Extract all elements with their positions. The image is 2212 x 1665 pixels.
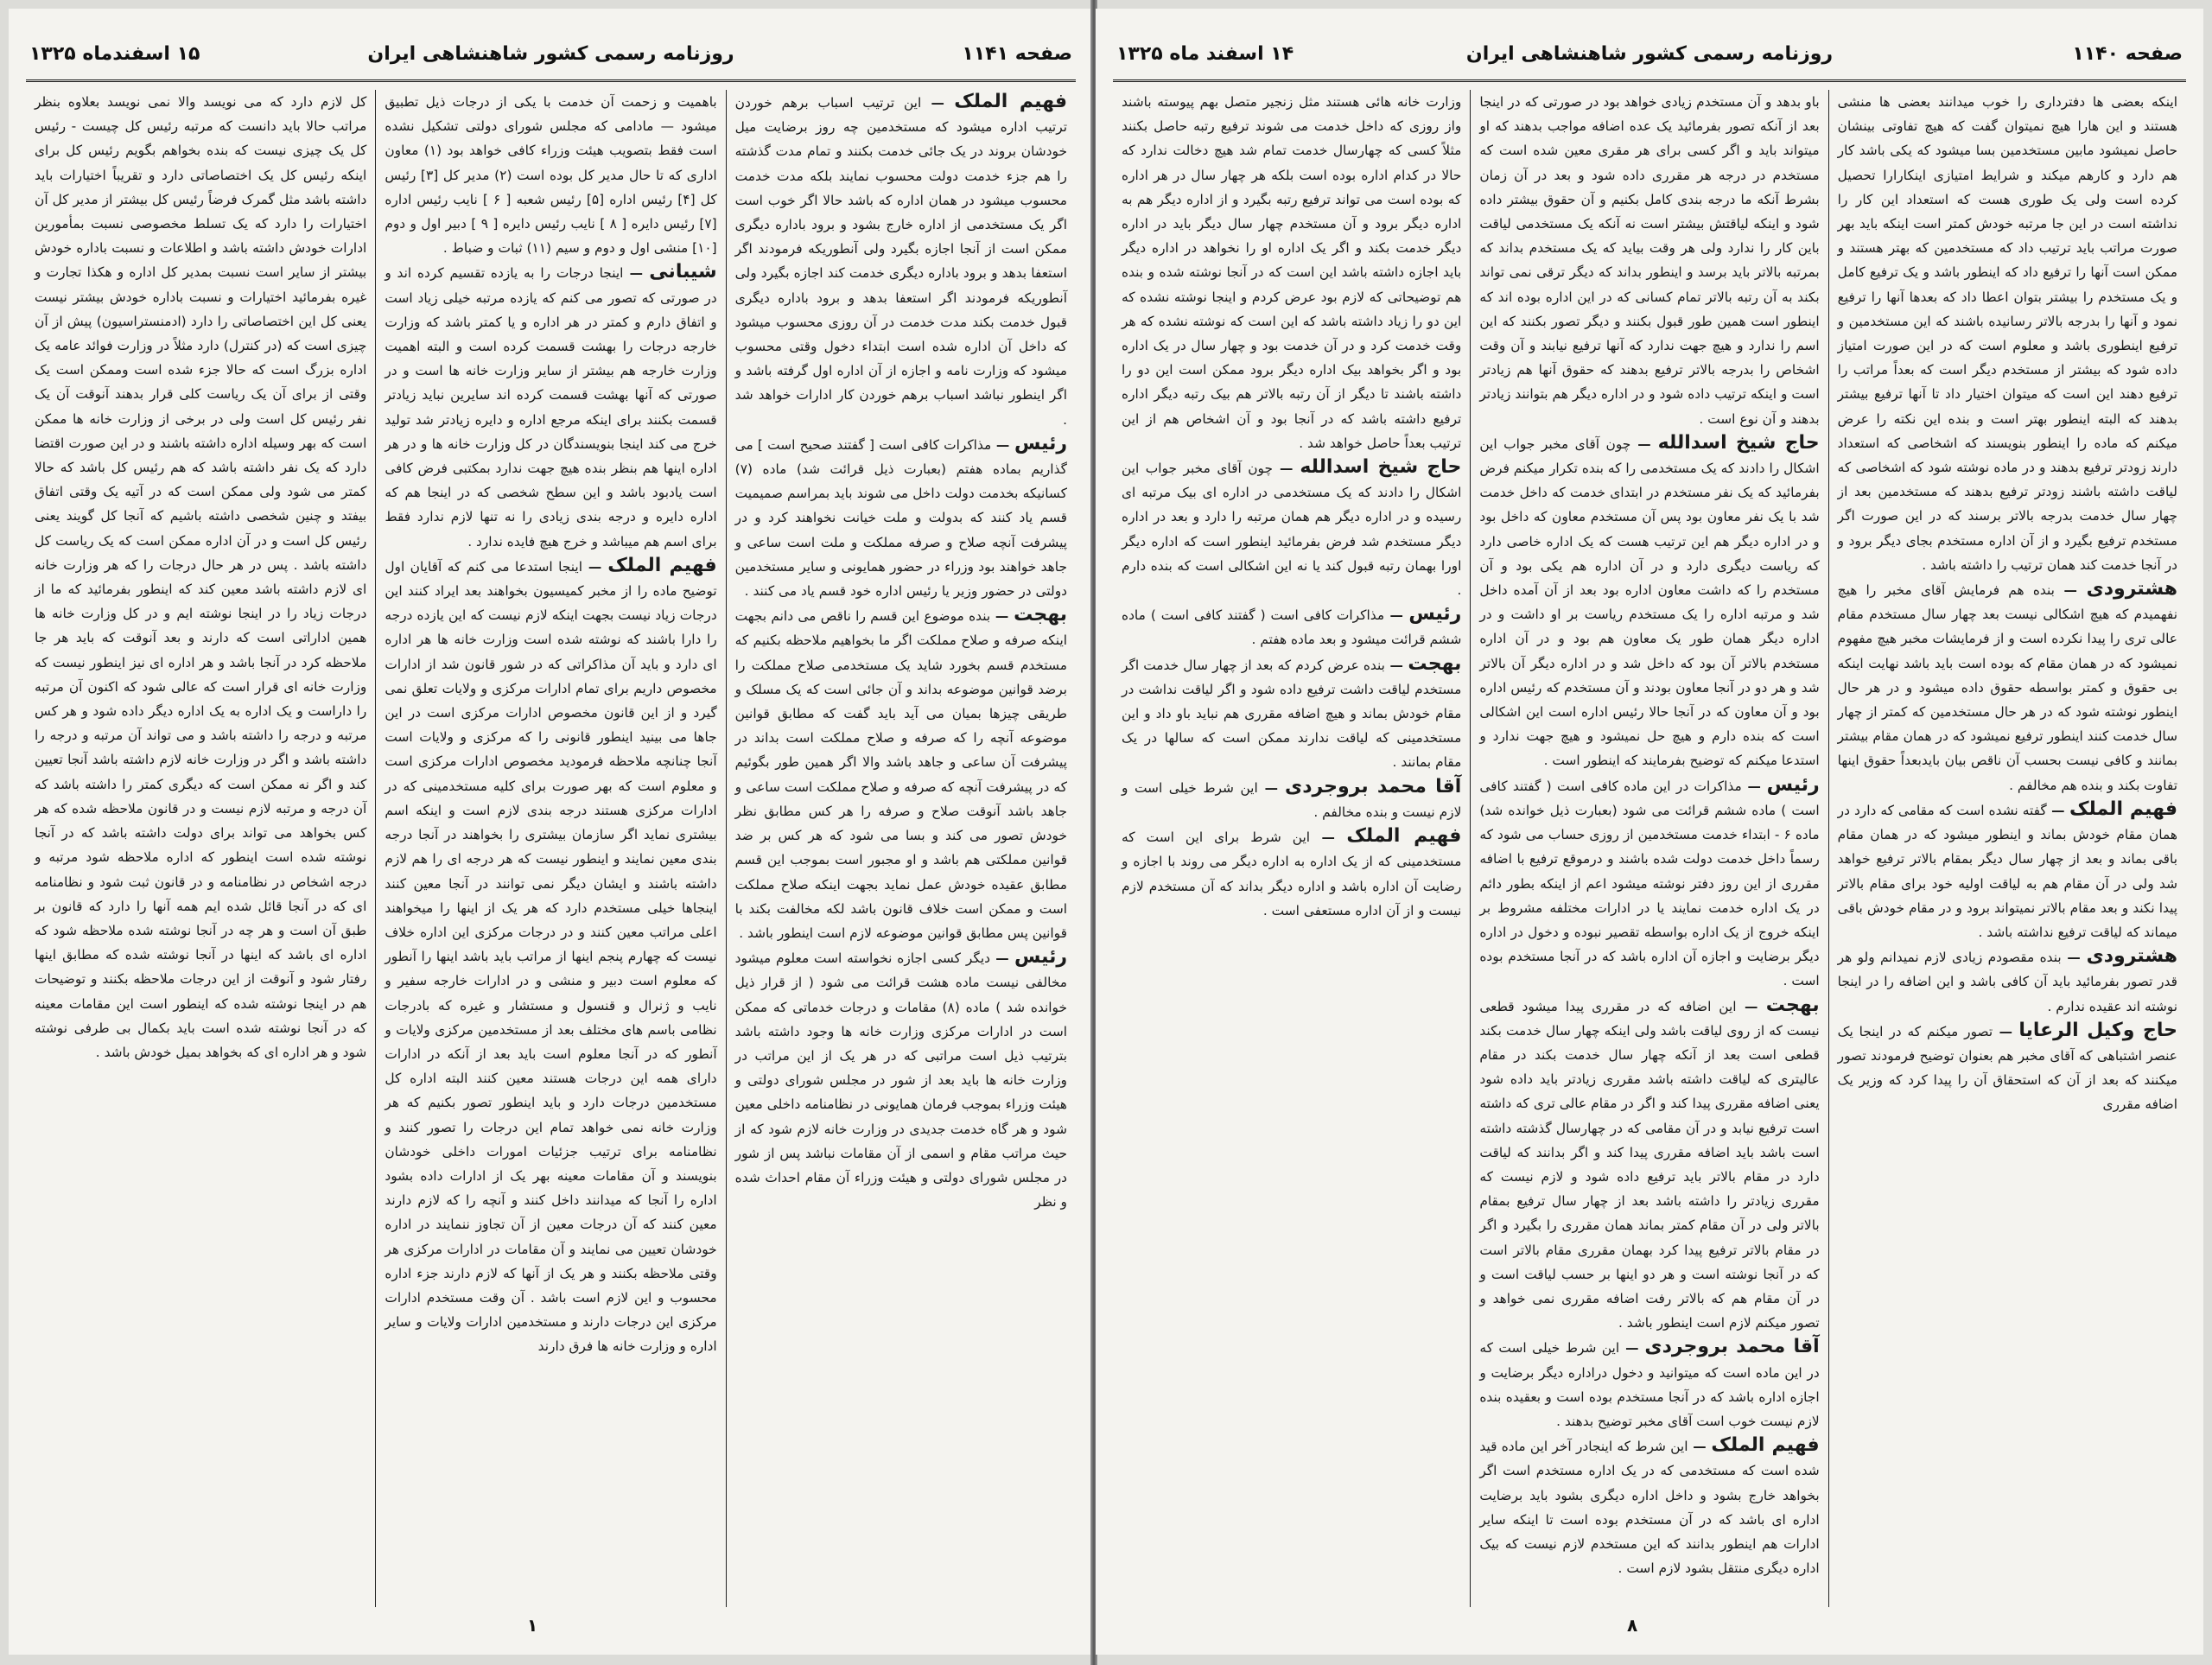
paragraph <box>735 603 1067 945</box>
separator: — <box>1688 1439 1712 1455</box>
paragraph <box>1838 90 2177 577</box>
paragraph <box>735 432 1067 603</box>
paragraph-text: بنده موضوع این قسم را ناقص می دانم بجهت اینکه صرفه و صلاح مملکت اگر ما بخواهیم ملاحظه بکنیم که مستخدم قسم بخورد شاید یک مستخدمی صلاح مملکت را برضد قوانین موضوعه بداند و آن جائی است که یک مسلک و طریقی چیزها بمیان می آید باید گفت که مطابق قوانین موضوعه آنچه را که صرفه و صلاح مملکت است بداند در پیشرفت آن ساعی و جاهد باشد والا اگر همین طور بگوئیم که در پیشرفت آنچه که صرفه و صلاح مملکت است ساعی و جاهد باشد آنوقت صلاح و صرفه را هر کس مطابق نظر خودش تصور می کند و بسا می شود که هر کس بر ضد قوانین مملکتی هم باشد و او مجبور است بموجب این قسم مطابق عقیده خودش عمل نماید بجهت اینکه صلاح مملکت است و ممکن است خلاف قانون باشد لکه مخالفت بکند با قوانین پس مطابق قوانین موضوعه لازم است اینطور باشد . <box>734 608 1067 941</box>
paragraph <box>1122 775 1461 824</box>
paragraph-text: بنده هم فرمایش آقای مخبر را هیچ نفهمیدم که هیچ اشکالی نیست بعد چهار سال مستخدم مقام عالی تری را پیدا نکرده است و از فرمایشات مخبر هیچ مفهوم نمیشود که در همان مقام که بوده است باید باشد نهایت اینکه بی حقوق و کمتر بواسطه حقوق داده میشود و در هر حال اینطور نوشته شود که در هر حال مستخدمین که کمتر از چهار سال خدمت کنند اینطور ترفیع نمیشود که در همان مقام بیشتر بمانند و کافی نیست بحسب آن ناقص بیان بایدبعداً حقوق اینها تفاوت بکند و بنده هم مخالفم . <box>1837 582 2177 793</box>
separator: — <box>1273 461 1300 477</box>
separator: — <box>1741 778 1767 794</box>
separator: — <box>1257 779 1286 796</box>
speaker-name: رئیس <box>1408 603 1462 626</box>
paragraph <box>735 90 1067 432</box>
paragraph-text: اینجا استدعا می کنم که آقایان اول توضیح ماده را از مخبر کمیسیون بخواهند بعد ایراد کنند این درجات زیاد نیست بجهت اینکه لازم نیست که این یازده درجه را دارا باشند که نوشته شده است وزارت خانه ها هر اداره ای دارد و باید آن مذاکراتی که در شور قانون شد از ادارات مخصوص داریم برای تمام ادارات مرکزی و ولایات تعلق نمی گیرد و از این قانون مخصوص ادارات مرکزی است در این جاها می بینید اینطور قانونی را که مرکزی و ولایات است آنجا چنانچه ملاحظه فرمودید مخصوص ادارات مرکزی است و معلوم است که بهر صورت برای کلیه مستخدمینی که در ادارات مرکزی هستند درجه بندی لازم است و اینکه اسم بیشتری نماید اگر سازمان بیشتری را بخواهند در آنجا درجه بندی معین نمایند و اینطور نیست که هر درجه ای را هم لازم داشته باشند و ایشان دیگر نمی توانند در آنجا معین کنند اینجاها خیلی مستخدم دارد که هر یک از اینها را میخواهند اعلی مراتب معین کنند و در درجات مرکزی این اداره خلاف نیست که چهارم پنجم اینها از مراتب باید باشد اینها را آنطور که معلوم است دبیر و منشی و در ادارات خارجه سفیر و نایب و ژنرال و قنسول و مستشار و غیره که بادرجات نظامی باسم های مختلف بعد از مستخدمین مرکزی ولایات و آنطور که در آنجا معلوم است باید بعد از آنکه در ادارات دارای همه این درجات هستند معین کنند البته اداره کل مستخدمین درجات دارد و باید اینطور تصور بکنیم که هر وزارت خانه نمی خواهد تمام این درجات را تصور کنند و نظامنامه برای ترتیب جزئیات امورات داخلی خودشان بنویسند و آن مقامات معینه بهر یک از ادارات داده بشود اداره را آنجا که میدانند داخل کنند و آنچه را که لازم دارند معین کنند که آن درجات معین از آن تجاوز ننمایند در اداره خودشان تعیین می نمایند و آن مقامات در ادارات مرکزی هر وقتی ملاحظه بکنند و هر یک از آنها که لازم دارند جزء اداره محسوب و این لازم است باشد . آن وقت مستخدم ادارات مرکزی این درجات دارند و مستخدمین ادارات ولایات و سایر اداره و وزارت خانه ها فرق دارند <box>385 558 717 1355</box>
paragraph <box>1479 1335 1819 1433</box>
column <box>26 90 376 1607</box>
page-number-label: صفحه ۱۱۴۰ <box>2072 43 2183 65</box>
speaker-name: رئیس <box>1014 946 1068 969</box>
paragraph-text: این شرط خیلی است که در این ماده است که میتوانید و دخول دراداره دیگر برضایت و اجازه اداره باشد که در آنجا مستخدم بوده است و بعقیده بنده لازم نیست خوب است آقای مخبر توضیح بدهند . <box>1479 1340 1820 1429</box>
right-page <box>1096 9 2203 1655</box>
paragraph-text: مذاکرات کافی است [ گفتند صحیح است ] می گذاریم بماده هفتم (بعبارت ذیل قرائت شد) ماده (۷) کسانیکه بخدمت دولت داخل می شوند باید بمراسم صمیمیت قسم یاد کنند که بدولت و ملت خیانت نخواهند کرد و در پیشرفت آنچه صلاح و صرفه مملکت و ملت است ساعی و جاهد خواهند بود وزراء در حضور همایونی و سایر مستخدمین دولتی در حضور وزیر یا رئیس اداره خود قسم یاد می کنند . <box>734 436 1067 600</box>
issue-date: ۱۴ اسفند ماه ۱۳۲۵ <box>1116 43 1294 65</box>
separator: — <box>1384 607 1409 624</box>
paragraph-text: این ترتیب اسباب برهم خوردن ترتیب اداره میشود که مستخدمین چه روز برضایت میل خودشان بروند در یک جائی خدمت بکنند و تمام مدت گذشته را هم جزء خدمت دولت محسوب نمایند بلکه مدت خدمت محسوب میشود در همان اداره که باشد حالا اگر خوب است اگر یک مستخدمی از اداره خارج بشود و برود باداره دیگری ممکن است از آنجا اجازه بگیرد ولی آنطوریکه فرمودند اگر استعفا بدهد و برود باداره دیگری خدمت کند اجازه بگیرد ولی آنطوریکه فرمودند اگر استعفا بدهد و برود باداره دیگری قبول خدمت بکند مدت خدمت در آن روزی محسوب میشود که داخل آن اداره شده است ابتداء دخول وقتی محسوب میشود که وزارت نامه و اجازه از آن اداره اول گرفته باشد و اگر اینطور نباشد اسباب برهم خوردن کار ادارات خواهد شد . <box>734 95 1067 428</box>
page-header <box>1113 36 2186 82</box>
paragraph <box>385 260 716 553</box>
separator: — <box>2054 582 2087 599</box>
separator: — <box>921 95 955 111</box>
paragraph-text: این اضافه که در مقرری پیدا میشود قطعی نیست که از روی لیاقت باشد ولی اینکه چهار سال خدمت بکند قطعی است بعد از آنکه چهار سال خدمت بکند در مقام عالیتری که لیاقت داشته باشد مقرری زیادتر باید داده شود یعنی اضافه مقرری پیدا کند و اگر در مقام عالی تری که داشته است ترفیع نیابد و در آن مقامی که در چهارسال گذشته داشته است باشد باید اضافه مقرری پیدا کند و اگر بدانند که لیاقت دارد در مقام بالاتر باید ترفیع داده شود و لازم نیست که مقرری زیادتر را داشته باشد بعد از چهار سال ترفیع بمقام بالاتر ولی در آن مقام کمتر بماند همان مقرری را بگیرد و اگر در مقام بالاتر ترفیع پیدا کرد بهمان مقرری مقام بالاتر است که در آنجا نوشته است و هر دو اینها بر حسب لیاقت است و در آن مقام هم که بالاتر رفت اضافه مقرری نمی خواهد و تصور میکنم لازم است اینطور باشد . <box>1479 998 1820 1331</box>
column <box>1471 90 1828 1607</box>
paragraph <box>1838 1019 2177 1117</box>
text-columns <box>26 90 1076 1607</box>
paragraph <box>35 90 366 1064</box>
paragraph-text: اینکه بعضی ها دفترداری را خوب میدانند بعضی ها منشی هستند و این هارا هیچ نمیتوان گفت که هیچ تفاوتی بینشان حاصل نمیشود مابین مستخدمین بسا میشود که یکی باشد کار هم دارد و کارهم میکند و شرایط امتیازی اینکارارا تحصیل کرده است ولی یک طوری هست که استعداد این کار را نداشته است در این جا مرتبه خودش کمتر است اینکه باید بهر صورت مراتب باید ترتیب داد که مستخدمین که بهتر هستند و ممکن است آنها را ترفیع داد که اینطور باشد و یک ترفیع کامل و یک مستخدم را بیشتر بتوان اعطا داد که بعدها آنها را ترفیع نمود و آنها را بدرجه بالاتر رسانیده باشند که این مستخدمین و ترفیع اینطوری باشد و معلوم است که در این صورت امتیاز داده شود که بیشتر از مستخدم دیگر است که بعداً مراتب را ترفیع دهند این است که میتوان اختیار داد تا آنها ترفیع بیشتر بدهند که البته اینطور بهتر است و بنده این نکته را عرض میکنم که ماده را اینطور بنویسند که اشخاصی که استعداد دارند زودتر ترفیع بدهند و در ماده نوشته شود که اشخاصی که لیاقت داشته باشند زودتر ترفیع بدهند که مستخدمین بعد از چهار سال خدمت بدرجه بالاتر برسند که در این صورت اگر مستخدم ترفیع بگیرد و از آن اداره مستخدم بجای دیگر برود و در آنجا خدمت کند همان ترتیب را داشته باشد . <box>1837 94 2177 573</box>
issue-date: ۱۵ اسفندماه ۱۳۲۵ <box>29 43 200 65</box>
separator: — <box>2046 802 2070 818</box>
paragraph-text: اینجا درجات را به یازده تقسیم کرده اند و در صورتی که تصور می کنم که یازده مرتبه خیلی زیاد است و اتفاق دارم و کمتر در هر اداره و یا کمتر باشد که وزارت خارجه درجات را بهشت قسمت کرده است و البته اهمیت وزارت خارجه هم بیشتر از سایر وزارت خانه ها است و در صورتی که آنها بهشت قسمت کرده اند سایرین نباید زیادتر قسمت بکنند برای اینکه مرجع اداره و دایره زیادتر شد تولید خرج می کند اینجا بنویسندگان در کل وزارت خانه ها و در هر اداره اینها هم بنظر بنده هیچ جهت ندارد بمکتبی فرض کافی است یادبود باشد و این سطح شخصی که در اینجا هم که اداره دایره و درجه بندی زیادی را نه تنها لازم ندارد فقط برای اسم هم میباشد و خرج هیچ فایده ندارد . <box>385 265 717 550</box>
paragraph-text: باو بدهد و آن مستخدم زیادی خواهد بود در صورتی که در اینجا بعد از آنکه تصور بفرمائید یک عده اضافه مواجب بدهند که او میتواند باید و اگر کسی برای هر مقری معین شده است که مستخدم در درجه هر مقرری داده شود و بعد در آن زمان بشرط آنکه ما درجه بندی کامل بکنیم و آن حقوق بیشتر داده شود و اینکه لیاقتش بیشتر است نه آنکه یک مستخدمی لیاقت باین کار را ندارد ولی هر وقت بیاید که یک مستخدم بداند که بمرتبه بالاتر باید برسد و اینطور بداند که دیگر ترقی نمی تواند بکند به آن رتبه بالاتر تمام کسانی که در این اداره بوده اند که اینطور است همین طور قبول بکنند و دیگر تصور بکنند که این اسم را ندارد و هیچ جهت ندارد که آنها ترفیع نیابند و آن وقت اشخاص را بدرجه بالاتر ترفیع بدهند که حقوق آنها هم زیادتر است و اینکه ترتیب داده شود و در اداره دیگر هم بتوانند زیادتر بدهند و آن نوع است . <box>1479 94 1820 427</box>
separator: — <box>1993 1023 2019 1039</box>
speaker-name: رئیس <box>1766 773 1820 796</box>
paragraph <box>1122 455 1461 602</box>
separator: — <box>1630 435 1658 452</box>
newspaper-title: روزنامه رسمی کشور شاهنشاهی ایران <box>1465 43 1834 65</box>
paragraph <box>735 945 1067 1214</box>
page-number-label: صفحه ۱۱۴۱ <box>962 43 1072 65</box>
paragraph <box>385 554 716 1359</box>
paragraph <box>1122 824 1461 923</box>
separator: — <box>1310 829 1347 846</box>
column <box>1829 90 2186 1607</box>
newspaper-title: روزنامه رسمی کشور شاهنشاهی ایران <box>367 43 734 65</box>
speaker-name: شیبانی <box>649 261 717 283</box>
speaker-name: فهیم الملک <box>1346 825 1462 848</box>
separator: — <box>989 950 1014 967</box>
column <box>376 90 726 1607</box>
separator: — <box>582 558 608 575</box>
speaker-name: آقا محمد بروجردی <box>1644 1336 1820 1358</box>
paragraph <box>1479 773 1819 994</box>
speaker-name: حاج وکیل الرعایا <box>2018 1019 2178 1041</box>
paragraph <box>1122 90 1461 455</box>
separator: — <box>990 608 1014 625</box>
paragraph-text: مذاکرات کافی است ( گفتند کافی است ) ماده ششم قرائت میشود و بعد ماده هفتم . <box>1122 607 1462 648</box>
paragraph-text: کل لازم دارد که می نویسد والا نمی نویسد بعلاوه بنظر مراتب حالا باید دانست که مرتبه رئیس کل چیست - رئیس کل یک چیزی نیست که بنده بخواهم بگویم رئیس کل برای اینکه رئیس کل یک اختصاصاتی دارد و تقریباً اختیارات باید داشته باشد مثل گمرک فرضاً رئیس کل بیشتر از مدیر کل آن اختیارات را دارد که یک تسلط مخصوصی نسبت بمأمورین ادارات خودش داشته باشد و اطلاعات و نسبت باداره خودش بیشتر از سایر است نسبت بمدیر کل اداره و هکذا تجارت و غیره بفرمائید اختیارات و نسبت باداره خودش بیشتر نیست یعنی کل این اختصاصاتی را دارد (ادمنستراسیون) پیش از آن چیزی است که (در کنترل) دارد مثلاً در وزارت فوائد عامه یک اداره بزرگ است که حالا جزء شده است وممکن است یک وقتی از برای آن یک ریاست کلی قرار بدهند آنوقت آن یک نفر رئیس کل است ولی در برخی از وزارت خانه ها ممکن است که بهر وسیله اداره داشته باشند و در این صورت اقتضا دارد که یک نفر داشته باشد که هم رئیس کل باشد که حالا کمتر می شود ولی ممکن است که در آتیه یک وقتی اتفاق بیفتد و چنین شخصی داشته باشیم که آنجا کل گویند یعنی رئیس کل است و در آن اداره ممکن است که یک ریاست کل داشته باشد . پس در هر حال درجات را که هر وزارت خانه ای لازم داشته باشد معین کند که اینطور بفرمائید که ما از درجات زیاد را در اینجا نوشته ایم و در کل وزارت خانه ها همین اداراتی است که دارند و بعد آنوقت که باید هر جا ملاحظه کرد در آنجا باشد و هر اداره ای نیز اینطور نیست که وزارت خانه ای قرار است که عالی شود که اکنون آن مرتبه را داراست و یک اداره به یک اداره دیگر داده شود و هر کس مرتبه و درجه را داشته باشد و می تواند آن مرتبه و درجه را داشته باشد و اگر در وزارت خانه لازم داشته باشد آنجا تعیین کند و اگر نه ممکن است که دیگری کمتر را داشته باشد که آن درجه و مرتبه لازم نیست و در قانون ملاحظه شده که هر کس بخواهد می تواند برای دولت داشته باشد که در آنجا نوشته شده است اینطور که اداره ملاحظه شود مرتبه و درجه اشخاص در نظامنامه و در قانون ثبت شود و نظامنامه ای که در آنجا قائل شده ایم همه آنها را دارد که قانون بر طبق آن است و هر چه در آنجا نوشته شده ملاحظه شود که اداره ای باشد که اینها در آنجا نوشته شده که مطابق اینها رفتار شود و آنوقت از این درجات ملاحظه بکنند و توضیحات هم در اینجا نوشته شده که اینطور است این مقامات معینه که در آنجا نوشته شده است باید بکمال بی طرفی نوشته شود و هر اداره ای که بخواهد بمیل خودش باشد . <box>35 94 367 1060</box>
paragraph <box>1479 431 1819 773</box>
text-columns <box>1113 90 2186 1607</box>
paragraph-text: تصور میکنم که در اینجا یک عنصر اشتباهی که آقای مخبر هم بعنوان توضیح فرمودند تصور میکنند که بعد از آن که استحقاق آن را پیدا کرد که وزیر یک اضافه مقرری <box>1837 1023 2177 1113</box>
page-footer-number: ۸ <box>1627 1615 1638 1636</box>
paragraph-text: چون آقای مخبر جواب این اشکال را دادند که یک مستخدمی را که بنده تکرار میکنم فرض بفرمائید که یک نفر مستخدم در ابتدای خدمت که داخل خدمت شد با یک نفر معاون بود پس آن مستخدم معاون که داخل بود و در اداره دیگر هم این ترتیب هست که یک اداره خاصی دارد که ریاست دیگری دارد و در آن اداره هم یکی بود و آن مستخدم را که داشت معاون اداره بود بعد از آن آمده داخل شد و مرتبه اداره را یک مستخدم ریاست بر او داشت و در اداره دیگر همان طور یک معاون هم بود و در آن اداره مستخدم بالاتر آن بود که داخل شد و در اداره دیگر آن بالاتر شد و هر دو در آنجا معاون بودند و آن مستخدم که رئیس اداره بود و آن معاون که در آنجا حالا رئیس اداره است این اشکالی است که بنده دارم و هیچ حل نمیشود و هیچ جهت ندارد و استدعا میکنم که توضیح بفرمایند که اینطور است . <box>1479 435 1820 769</box>
paragraph <box>1479 90 1819 431</box>
paragraph <box>1122 652 1461 775</box>
speaker-name: رئیس <box>1014 432 1067 454</box>
separator: — <box>2061 950 2087 966</box>
paragraph-text: این شرط برای این است که مستخدمینی که از یک اداره به اداره دیگر می روند با اجازه و رضایت آن اداره باشد و اداره دیگر بداند که آن مستخدم لازم نیست و از آن اداره مستعفی است . <box>1122 829 1462 918</box>
speaker-name: هشترودی <box>2086 578 2178 601</box>
paragraph-text: چون آقای مخبر جواب این اشکال را دادند که یک مستخدمی در اداره ای بیک مرتبه ای رسیده و در اداره دیگر هم همان مرتبه را دارد و بعد در اداره دیگر مستخدم شد فرض بفرمائید اینطور است که اداره دیگر اورا بهمان رتبه قبول کند یا نه این اشکالی است که بنده دارم . <box>1122 461 1462 599</box>
paragraph-text: باهمیت و زحمت آن خدمت با یکی از درجات ذیل تطبیق میشود — مادامی که مجلس شورای دولتی تشکیل نشده است فقط بتصویب هیئت وزراء کافی خواهد بود (۱) معاون اداری که تا حال مدیر کل بوده است (۲) مدیر کل [۳] رئیس کل [۴] رئیس اداره [۵] رئیس شعبه [ ۶ ] نایب رئیس اداره [۷] رئیس دایره [ ۸ ] نایب رئیس دایره [ ۹ ] دبیر اول و دوم [۱۰] منشی اول و دوم و سیم (۱۱) ثبات و ضباط . <box>385 94 717 257</box>
paragraph-text: دیگر کسی اجازه نخواسته است معلوم میشود مخالفی نیست ماده هشت قرائت می شود ( از قرار ذیل خوانده شد ) ماده (۸) مقامات و درجات خدماتی که ممکن است در ادارات مرکزی وزارت خانه ها وجود داشته باشد بترتیب ذیل است مراتبی که در هر یک از این مراتب در وزارت خانه ها باید بعد از شور در مجلس شورای دولتی و هیئت وزراء بموجب فرمان همایونی در نظامنامه داخلی معین شود و هر گاه خدمت جدیدی در وزارت خانه لازم شود که از حیث مراتب مقام و اسمی از آن مقامات نباشد پس از شور در مجلس شورای دولتی و هیئت وزراء آن مقام احداث شده و نظر <box>734 950 1067 1211</box>
speaker-name: بهجت <box>1014 604 1068 626</box>
speaker-name: فهیم الملک <box>1711 1434 1820 1457</box>
column <box>1113 90 1471 1607</box>
separator: — <box>1619 1340 1645 1357</box>
separator: — <box>1736 998 1766 1014</box>
paragraph-text: مذاکرات در این ماده کافی است ( گفتند کافی است ) ماده ششم قرائت می شود (بعبارت ذیل خوانده شد) ماده ۶ - ابتداء خدمت مستخدمین از روزی حساب می شود که رسماً داخل خدمت دولت شده باشند و درموقع ترفیع با اضافه مقرری از این روز دفتر نوشته میشود اعم از اینکه بطور دائم در یک اداره خدمت نمایند یا در ادارات مختلفه مشروط بر اینکه خروج از یک اداره بواسطه تقصیر نبوده و دخول در اداره دیگر برضایت و اجازه آن اداره باشد که در آنجا مستخدم بوده است . <box>1479 778 1820 989</box>
separator: — <box>991 436 1014 453</box>
speaker-name: حاج شیخ اسدالله <box>1300 456 1462 479</box>
page-header <box>26 36 1076 82</box>
speaker-name: بهجت <box>1408 652 1462 675</box>
speaker-name: حاج شیخ اسدالله <box>1657 431 1820 454</box>
separator: — <box>1384 657 1408 673</box>
paragraph <box>1479 994 1819 1336</box>
column <box>727 90 1076 1607</box>
speaker-name: فهیم الملک <box>954 91 1068 112</box>
separator: — <box>623 265 650 282</box>
paragraph <box>1479 1433 1819 1580</box>
left-page <box>9 9 1093 1655</box>
paragraph <box>1838 798 2177 944</box>
paragraph-text: گفته نشده است که مقامی که دارد در همان مقام خودش بماند و اینطور میشود که در همان مقام باقی بماند و بعد از چهار سال دیگر بمقام بالاتر ترفیع خواهد شد ولی در آن مقام هم به لیاقت اولیه خود برای مقام بالاتر پیدا نکند و بعد مقام بالاتر نمیتواند برود و در مقام خودش باقی میماند که لیاقت ترفیع نداشته باشد . <box>1837 802 2177 940</box>
paragraph-text: این شرط که اینجادر آخر این ماده قید شده است که مستخدمی که در یک اداره مستخدم است اگر بخواهد خارج بشود و داخل اداره دیگری بشود باید برضایت اداره ای باشد که در آن مستخدم بوده است تا اینکه سایر ادارات هم اینطور بدانند که این مستخدم لازم نیست که بیک اداره دیگری منتقل بشود لازم است . <box>1479 1439 1820 1577</box>
speaker-name: بهجت <box>1765 994 1820 1016</box>
speaker-name: فهیم الملک <box>607 554 717 576</box>
paragraph <box>1122 602 1461 651</box>
paragraph <box>385 90 716 260</box>
page-footer-number: ۱ <box>527 1615 538 1636</box>
paragraph-text: بنده عرض کردم که بعد از چهار سال خدمت اگر مستخدم لیاقت داشت ترفیع داده شود و اگر لیاقت نداشت در مقام خودش بماند و هیچ اضافه مقرری هم نباید باو داد و این مستخدمینی که لیاقت ندارند ممکن است که سالها در یک مقام بمانند . <box>1122 657 1462 771</box>
paragraph-text: این شرط خیلی است و لازم نیست و بنده مخالفم . <box>1122 779 1462 820</box>
paragraph-text: بنده مقصودم زیادی لازم نمیدانم ولو هر قدر تصور بفرمائید باید آن کافی باشد و این اضافه را در اینجا نوشته اند عقیده ندارم . <box>1837 950 2177 1014</box>
paragraph-text: وزارت خانه هائی هستند مثل زنجیر متصل بهم پیوسته باشند واز روزی که داخل خدمت می شوند ترفیع رتبه حاصل بکنند مثلاً کسی که چهارسال خدمت تمام شد هیچ دخالت ندارد که حالا در کدام اداره بوده است بلکه هر چهار سال در هر اداره که بوده است می تواند ترفیع رتبه بگیرد و از اداره دیگر هم به اداره دیگر برود و آن مستخدم چهار سال دیگر باید در اداره دیگر خدمت بکند و اگر یک اداره او را نخواهد در اداره دیگر باید اجازه داشته باشد این است که در آنجا نوشته شده و بنده هم توضیحاتی که لازم بود عرض کردم و اینجا نوشته نشده که این دو را زیاد داشته باشد که این است که نوشته نشده که هر وقت خدمت کرد و در آن خدمت بود و چهار سال در یک اداره بود و اگر بخواهد بیک اداره دیگر برود ممکن است این دو را داشته باشند تا دیگر از آن رتبه بالاتر هم بیک رتبه دیگر اداره ترفیع داشته باشد که در آنجا بود و آن اشخاص هم از این ترتیب بعداً حاصل خواهد شد . <box>1122 94 1462 451</box>
speaker-name: آقا محمد بروجردی <box>1285 775 1462 798</box>
paragraph <box>1838 577 2177 798</box>
speaker-name: هشترودی <box>2086 945 2177 968</box>
paragraph <box>1838 944 2177 1019</box>
speaker-name: فهیم الملک <box>2069 798 2178 820</box>
